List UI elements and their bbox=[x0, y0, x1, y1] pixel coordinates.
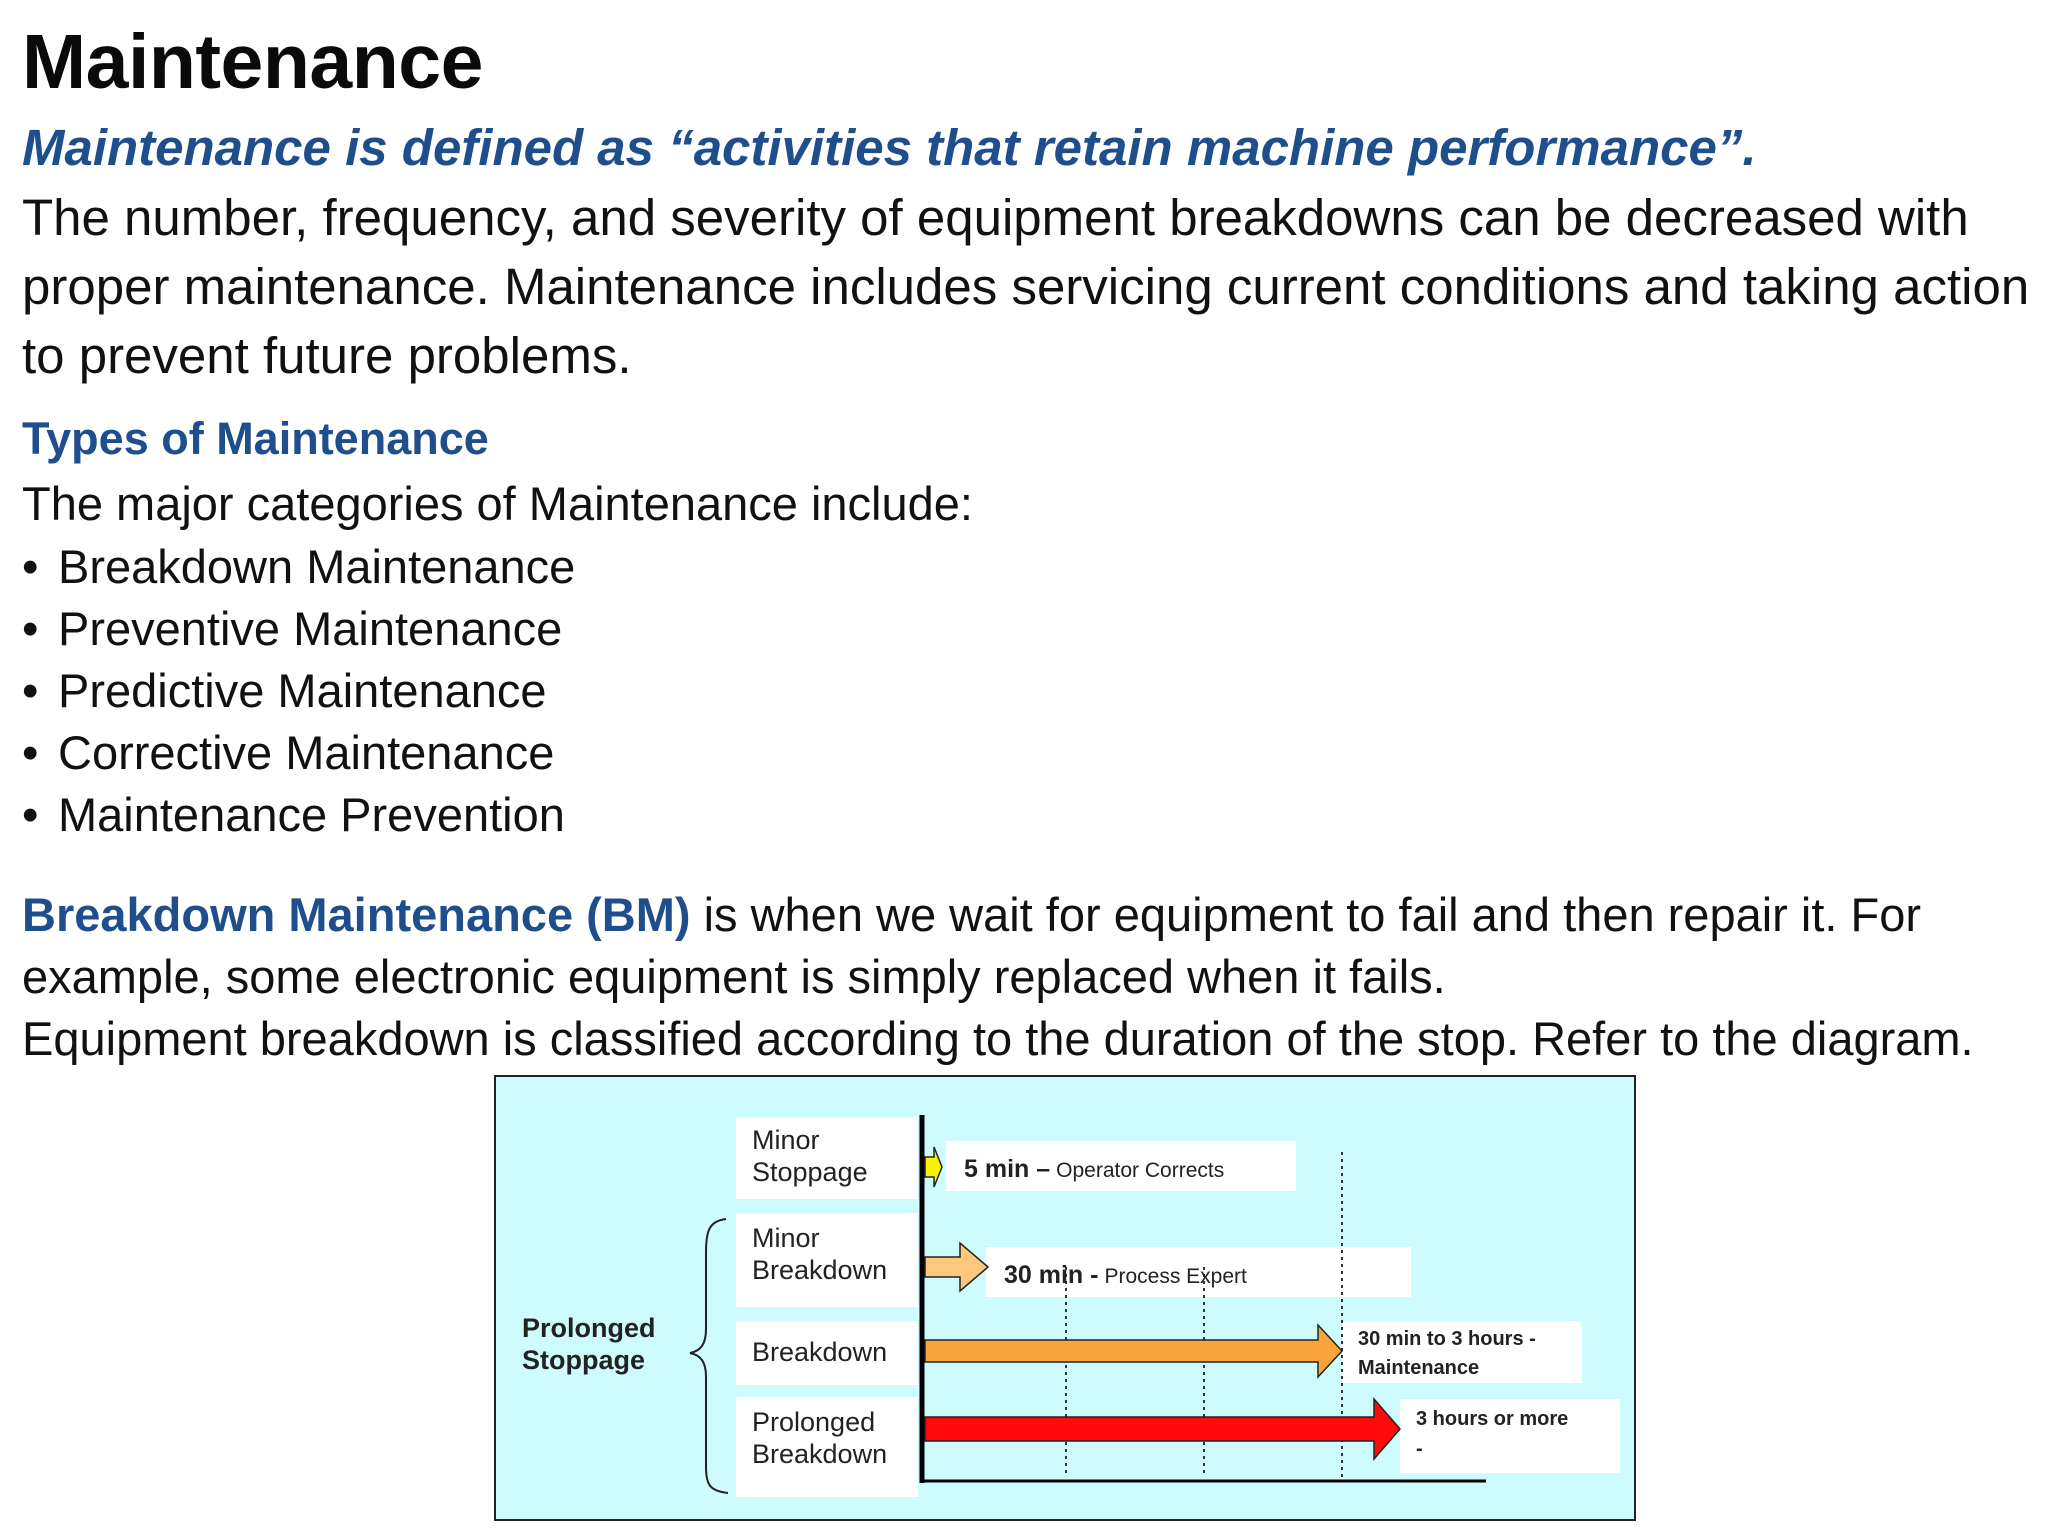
row-label: Breakdown bbox=[752, 1439, 888, 1469]
duration-desc: 3 hours or more bbox=[1416, 1408, 1569, 1430]
row-label: Breakdown bbox=[752, 1255, 888, 1285]
duration-desc: 30 min to 3 hours - bbox=[1358, 1328, 1536, 1350]
breakdown-paragraph bbox=[22, 884, 2032, 1070]
intro-paragraph: The number, frequency, and severity of equipment breakdowns can be decreased with proper maintenance. Maintenance includes servicing current conditions and taking action to prevent future problems. bbox=[22, 189, 2030, 384]
row-label: Prolonged bbox=[752, 1407, 876, 1437]
types-intro: The major categories of Maintenance include: bbox=[22, 477, 973, 530]
duration-arrow-minor-stoppage bbox=[925, 1147, 942, 1187]
bullet-icon: • bbox=[22, 726, 39, 779]
list-item: • Predictive Maintenance bbox=[22, 660, 575, 722]
group-label: Stoppage bbox=[522, 1345, 646, 1375]
breakdown-text-2: Equipment breakdown is classified according to the duration of the stop. Refer to the diagram. bbox=[22, 1012, 1974, 1065]
brace-icon bbox=[690, 1219, 728, 1493]
duration-arrow-minor-breakdown bbox=[925, 1243, 988, 1291]
definition-statement: Maintenance is defined as “activities that retain machine performance”. bbox=[22, 119, 1757, 176]
duration-desc: Maintenance bbox=[1358, 1357, 1480, 1379]
diagram-svg bbox=[496, 1077, 1638, 1523]
duration-arrow-breakdown bbox=[925, 1325, 1342, 1377]
duration-desc: 30 min - Process Expert bbox=[1004, 1261, 1247, 1289]
group-label: Prolonged bbox=[522, 1313, 656, 1343]
row-label: Stoppage bbox=[752, 1157, 868, 1187]
list-item: • Corrective Maintenance bbox=[22, 722, 575, 784]
list-item: • Breakdown Maintenance bbox=[22, 536, 575, 598]
bullet-icon: • bbox=[22, 664, 39, 717]
row-label: Minor bbox=[752, 1223, 820, 1253]
types-list bbox=[22, 536, 575, 846]
breakdown-text: is when we wait for equipment to fail and then repair it. For example, some electronic equipment is simply replaced when it fails. bbox=[22, 888, 1921, 1003]
bullet-icon: • bbox=[22, 602, 39, 655]
types-heading: Types of Maintenance bbox=[22, 413, 489, 464]
duration-desc: - bbox=[1416, 1438, 1423, 1460]
bullet-icon: • bbox=[22, 788, 39, 841]
row-label: Breakdown bbox=[752, 1337, 888, 1367]
duration-desc: 5 min – Operator Corrects bbox=[964, 1155, 1225, 1183]
bullet-icon: • bbox=[22, 540, 39, 593]
breakdown-term: Breakdown Maintenance (BM) bbox=[22, 888, 691, 941]
list-item: • Maintenance Prevention bbox=[22, 784, 575, 846]
list-item: • Preventive Maintenance bbox=[22, 598, 575, 660]
breakdown-duration-diagram bbox=[494, 1075, 1636, 1521]
page-title: Maintenance bbox=[22, 19, 483, 105]
row-label: Minor bbox=[752, 1125, 820, 1155]
duration-arrow-prolonged-breakdown bbox=[925, 1399, 1400, 1459]
